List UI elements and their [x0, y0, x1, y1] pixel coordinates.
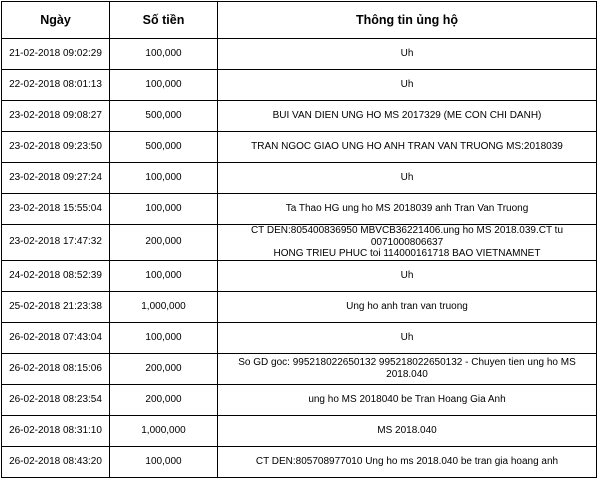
- cell-info: Ta Thao HG ung ho MS 2018039 anh Tran Van Truong: [218, 194, 597, 225]
- cell-info: BUI VAN DIEN UNG HO MS 2017329 (ME CON CHI DANH): [218, 101, 597, 132]
- cell-info: So GD goc: 995218022650132 995218022650132 - Chuyen tien ung ho MS 2018.040: [218, 353, 597, 384]
- cell-info: ung ho MS 2018040 be Tran Hoang Gia Anh: [218, 384, 597, 415]
- cell-amount: 100,000: [110, 194, 218, 225]
- table-row: [2, 194, 597, 225]
- cell-info: MS 2018.040: [218, 415, 597, 446]
- cell-date: 24-02-2018 08:52:39: [2, 260, 110, 291]
- cell-amount: 100,000: [110, 39, 218, 70]
- table-row: [2, 415, 597, 446]
- cell-info: Uh: [218, 39, 597, 70]
- cell-info: TRAN NGOC GIAO UNG HO ANH TRAN VAN TRUONG MS:2018039: [218, 132, 597, 163]
- table-row: [2, 101, 597, 132]
- cell-amount: 100,000: [110, 70, 218, 101]
- cell-date: 21-02-2018 09:02:29: [2, 39, 110, 70]
- cell-info: CT DEN:805708977010 Ung ho ms 2018.040 be tran gia hoang anh: [218, 446, 597, 477]
- cell-amount: 1,000,000: [110, 415, 218, 446]
- table-row: [2, 39, 597, 70]
- cell-amount: 200,000: [110, 225, 218, 261]
- cell-amount: 1,000,000: [110, 291, 218, 322]
- cell-amount: 500,000: [110, 132, 218, 163]
- cell-date: 22-02-2018 08:01:13: [2, 70, 110, 101]
- table-row: [2, 353, 597, 384]
- header-amount: Số tiền: [110, 2, 218, 39]
- cell-date: 23-02-2018 09:08:27: [2, 101, 110, 132]
- cell-amount: 100,000: [110, 446, 218, 477]
- cell-info: Uh: [218, 163, 597, 194]
- cell-info: Uh: [218, 322, 597, 353]
- table-row: [2, 260, 597, 291]
- cell-info: Ung ho anh tran van truong: [218, 291, 597, 322]
- table-body: [2, 39, 597, 478]
- cell-date: 23-02-2018 17:47:32: [2, 225, 110, 261]
- cell-date: 26-02-2018 08:15:06: [2, 353, 110, 384]
- table-header: [2, 2, 597, 39]
- cell-date: 23-02-2018 15:55:04: [2, 194, 110, 225]
- table-row: [2, 163, 597, 194]
- cell-info: [218, 225, 597, 261]
- cell-amount: 100,000: [110, 260, 218, 291]
- cell-date: 23-02-2018 09:27:24: [2, 163, 110, 194]
- cell-amount: 200,000: [110, 384, 218, 415]
- cell-date: 23-02-2018 09:23:50: [2, 132, 110, 163]
- table-row: [2, 384, 597, 415]
- cell-date: 26-02-2018 08:43:20: [2, 446, 110, 477]
- header-info: Thông tin ủng hộ: [218, 2, 597, 39]
- cell-date: 26-02-2018 08:31:10: [2, 415, 110, 446]
- cell-info: Uh: [218, 70, 597, 101]
- cell-date: 26-02-2018 08:23:54: [2, 384, 110, 415]
- table-row: [2, 446, 597, 477]
- table-row: [2, 291, 597, 322]
- cell-info-line: CT DEN:805400836950 MBVCB36221406.ung ho MS 2018.039.CT tu 0071000806637: [250, 225, 564, 248]
- header-row: [2, 2, 597, 39]
- cell-info-line: HONG TRIEU PHUC toi 114000161718 BAO VIETNAMNET: [273, 248, 541, 259]
- cell-date: 25-02-2018 21:23:38: [2, 291, 110, 322]
- header-date: Ngày: [2, 2, 110, 39]
- table-row: [2, 70, 597, 101]
- cell-amount: 200,000: [110, 353, 218, 384]
- donations-table: [1, 1, 597, 478]
- table-row: [2, 322, 597, 353]
- table-row: [2, 132, 597, 163]
- cell-info: Uh: [218, 260, 597, 291]
- cell-amount: 100,000: [110, 322, 218, 353]
- cell-amount: 500,000: [110, 101, 218, 132]
- cell-amount: 100,000: [110, 163, 218, 194]
- table-row: [2, 225, 597, 261]
- cell-date: 26-02-2018 07:43:04: [2, 322, 110, 353]
